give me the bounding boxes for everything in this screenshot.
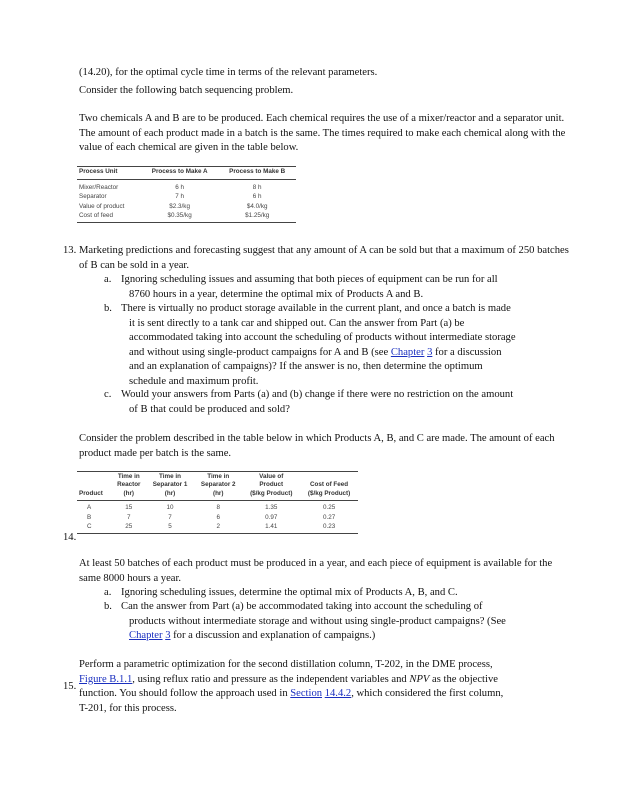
- header-line: Separator 1: [152, 481, 188, 489]
- table-cell: 1.35: [265, 504, 278, 512]
- table-header: [194, 473, 242, 501]
- problem-number: 13.: [63, 245, 77, 256]
- part-text: Ignoring scheduling issues, determine the optimal mix of Products A, B, and C.: [121, 587, 458, 598]
- table-cell: C: [77, 522, 112, 534]
- table-cell: Mixer/Reactor: [79, 184, 119, 192]
- header-line: Cost of Feed: [310, 481, 349, 489]
- table-cell: A: [87, 504, 92, 512]
- part-text: 8760 hours in a year, determine the optimal mix of Products A and B.: [129, 288, 424, 300]
- part-text: products without intermediate storage and without using single-product campaigns? (See: [129, 615, 506, 627]
- table-cell: 2: [194, 522, 242, 534]
- table-row: [77, 211, 296, 223]
- table-cell: 1.41: [242, 522, 300, 534]
- text-span: , using reflux ratio and pressure as the independent variables and: [132, 673, 410, 685]
- table-header: Process to Make A: [141, 167, 218, 180]
- table-cell: Value of product: [79, 202, 125, 210]
- table-header: Process to Make B: [218, 167, 296, 180]
- problem-14-text: At least 50 batches of each product must be produced in a year, and each piece of equipment is available for the same 8000 hours a year.: [79, 558, 553, 584]
- table-cell: Separator: [79, 193, 107, 201]
- table-cell: 10: [166, 504, 174, 512]
- header-line: (hr): [123, 489, 135, 497]
- table-cell: $1.25/kg: [218, 211, 296, 223]
- text-line: T-201, for this process.: [79, 702, 177, 714]
- header-line: (hr): [212, 489, 224, 497]
- table-cell: $0.35/kg: [141, 211, 218, 223]
- part-text: There is virtually no product storage available in the current plant, and once a batch is made: [121, 303, 511, 314]
- table-row: [77, 180, 296, 193]
- part-text: of B that could be produced and sold?: [129, 403, 290, 415]
- intro-line: (14.20), for the optimal cycle time in terms of the relevant parameters.: [79, 67, 378, 78]
- text-span: for a discussion and explanation of campaigns.): [170, 630, 376, 642]
- header-line: (hr): [164, 489, 176, 497]
- table-cell: B: [87, 513, 92, 521]
- part-label: b.: [104, 601, 112, 612]
- table-header: [146, 473, 194, 501]
- table-cell: 7 h: [175, 193, 185, 201]
- npv-term: NPV: [409, 673, 430, 685]
- table-header: Process Unit: [77, 167, 141, 180]
- table-cell: 6: [216, 513, 220, 521]
- chapter-link[interactable]: Chapter: [390, 346, 425, 358]
- part-text: Can the answer from Part (a) be accommodated taking into account the scheduling of: [121, 601, 483, 612]
- part-label: a.: [104, 274, 112, 285]
- table-header: [112, 473, 146, 501]
- header-line: Time in: [117, 473, 140, 480]
- products-table: [77, 473, 358, 534]
- text-span: and without using single-product campaigns for A and B (see: [129, 346, 391, 358]
- text-span: function. You should follow the approach used in: [79, 688, 291, 700]
- header-line: Separator 2: [200, 481, 236, 489]
- table-row: [77, 501, 358, 513]
- header-line: ($/kg Product): [307, 489, 351, 497]
- table-cell: 6 h: [175, 184, 185, 192]
- table-header: [242, 473, 300, 501]
- section-number-link[interactable]: 14.4.2: [324, 688, 352, 700]
- part-text: and an explanation of campaigns)? If the answer is no, then determine the optimum: [129, 361, 483, 373]
- part-text: it is sent directly to a tank car and shipped out. Can the answer from Part (a) be: [129, 317, 465, 329]
- text-line: [79, 673, 579, 688]
- table-row: [77, 192, 296, 201]
- part-text: schedule and maximum profit.: [129, 375, 259, 387]
- problem-15-text: [79, 658, 579, 716]
- text-span: for a discussion: [432, 346, 502, 358]
- figure-link[interactable]: Figure B.1.1: [79, 673, 133, 685]
- table-row: [77, 522, 358, 534]
- problem-number: 14.: [63, 532, 77, 543]
- table-row: [77, 513, 358, 522]
- table-cell: 0.23: [300, 522, 358, 534]
- part-text: [121, 629, 581, 644]
- part-label: a.: [104, 587, 112, 598]
- chapter-number-link[interactable]: 3: [427, 346, 433, 358]
- header-line: ($/kg Product): [250, 489, 293, 497]
- part-text: Ignoring scheduling issues and assuming that both pieces of equipment can be run for all: [121, 274, 498, 285]
- table-cell: 7: [127, 513, 131, 521]
- part-label: c.: [104, 389, 112, 400]
- batch-table: [77, 166, 296, 223]
- table-row: [77, 202, 296, 211]
- table-header: [300, 473, 358, 501]
- problem-number: 15.: [63, 681, 77, 692]
- chapter-number-link[interactable]: 3: [165, 630, 171, 642]
- intro-line: Consider the following batch sequencing problem.: [79, 85, 294, 96]
- chapter-link[interactable]: Chapter: [129, 630, 163, 642]
- table-cell: 5: [146, 522, 194, 534]
- table-cell: 8 h: [252, 184, 262, 192]
- table-cell: 8: [216, 504, 220, 512]
- problem-14-intro: Consider the problem described in the table below in which Products A, B, and C are made. The amount of each product made per batch is the same.: [79, 433, 555, 459]
- part-label: b.: [104, 303, 112, 314]
- problem-description: Two chemicals A and B are to be produced. Each chemical requires the use of a mixer/reactor and a separator unit. The amount of each product made in a batch is the same. The times required to make each chemical along with the value of each chemical are given in the table below.: [79, 113, 566, 154]
- text-line: Perform a parametric optimization for the second distillation column, T-202, in the DME process,: [79, 659, 493, 670]
- table-cell: 0.25: [322, 504, 336, 512]
- part-text: accommodated taking into account the scheduling of products without intermediate storage: [129, 332, 516, 344]
- table-cell: $4.0/kg: [246, 202, 268, 210]
- problem-13-text: Marketing predictions and forecasting suggest that any amount of A can be sold but that a maximum of 250 batches of B can be sold in a year.: [79, 245, 569, 271]
- table-cell: 15: [125, 504, 133, 512]
- table-header: Product: [77, 473, 112, 501]
- part-text: Would your answers from Parts (a) and (b) change if there were no restriction on the amount: [121, 389, 514, 400]
- table-cell: 6 h: [252, 193, 262, 201]
- header-line: Time in: [207, 473, 230, 480]
- part-text: [121, 346, 581, 361]
- text-span: , which considered the first column,: [351, 688, 504, 700]
- table-cell: 7: [168, 513, 172, 521]
- table-cell: 0.97: [265, 513, 278, 521]
- table-cell: 25: [112, 522, 146, 534]
- header-line: Product: [259, 481, 284, 489]
- table-cell: $2.3/kg: [169, 202, 190, 210]
- section-link[interactable]: Section: [290, 688, 323, 700]
- header-line: Time in: [159, 473, 181, 480]
- text-span: as the objective: [429, 673, 498, 685]
- table-cell: Cost of feed: [77, 211, 141, 223]
- table-divider: [77, 471, 358, 472]
- header-line: Value of: [259, 473, 284, 480]
- table-cell: 0.27: [322, 513, 336, 521]
- header-line: Reactor: [117, 481, 141, 489]
- text-line: [79, 687, 579, 702]
